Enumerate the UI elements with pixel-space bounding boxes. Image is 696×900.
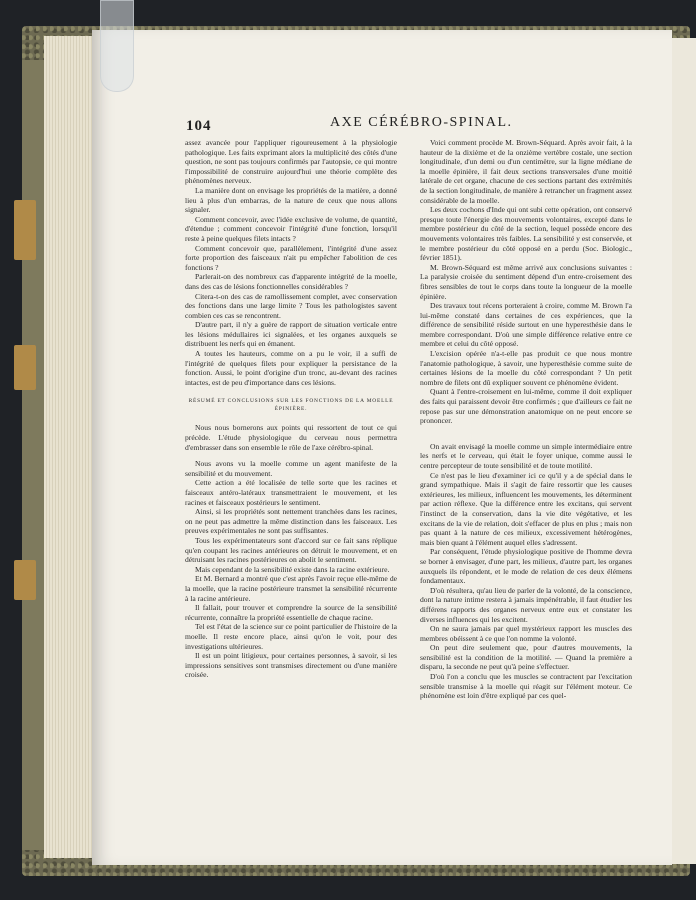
paragraph: Les deux cochons d'Inde qui ont subi cette opération, ont conservé presque toute l'énergie des mouvements volontaires, excepté dans le membre postérieur du côté de la section, lequel possède encore des mouvements volontaires très faibles. La sensibilité y est conservée, et le membre postérieur du côté opposé en a perdu (Soc. Biologic., février 1851). — [420, 205, 632, 263]
left-column — [185, 138, 397, 680]
bookmark-tab — [14, 200, 36, 260]
paragraph: M. Brown-Séquard est même arrivé aux conclusions suivantes : La paralysie croisée du sentiment dépend d'un entre-croisement des fibres sensibles de tout le corps dans toute la longueur de la moelle épinière. — [420, 262, 632, 301]
paragraph: La manière dont on envisage les propriétés de la matière, a donné lieu à plus d'un embarras, de la nature de ceux que nous allons signaler. — [185, 185, 397, 215]
paragraph: On ne saura jamais par quel mystérieux rapport les muscles des membres obéissent à ce que l'on nomme la volonté. — [420, 624, 632, 643]
page-edges — [44, 36, 96, 858]
paragraph: D'où résultera, qu'au lieu de parler de la volonté, de la conscience, dont la nature intime restera à jamais impénétrable, il faut étudier les différens rapports des organes nerveux entre eux et constater les diverses influences qui les excitent. — [420, 585, 632, 624]
paragraph: A toutes les hauteurs, comme on a pu le voir, il a suffi de l'intégrité de quelques filets pour expliquer la persistance de la fonction. Aussi, le point d'origine d'un tronc, au-devant des racines intactes, est de peu d'importance dans ces lésions. — [185, 349, 397, 387]
running-title: AXE CÉRÉBRO-SPINAL. — [330, 115, 513, 130]
paragraph: Ainsi, si les propriétés sont nettement tranchées dans les racines, on ne peut pas admettre la même distinction dans les faisceaux. Les preuves expérimentales ne sont pas suffisantes. — [185, 507, 397, 536]
section-heading: RÉSUMÉ ET CONCLUSIONS SUR LES FONCTIONS DE LA MOELLE ÉPINIÈRE. — [188, 398, 394, 413]
paragraph: Et M. Bernard a montré que c'est après l'avoir reçue elle-même de la moelle, que la racine postérieure transmet la sensibilité récurrente à la racine antérieure. — [185, 574, 397, 603]
facing-page-edge — [672, 38, 696, 864]
paragraph: Quant à l'entre-croisement en lui-même, comme il doit expliquer des faits qui paraissent devoir être confirmés ; que d'ailleurs ce fait ne repose pas sur une démonstration anatomique on ne peut encore se prononcer. — [420, 387, 632, 426]
paragraph: Tous les expérimentateurs sont d'accord sur ce fait sans réplique qu'en coupant les racines antérieures on détruit le mouvement, et en détruisant les racines postérieures on abolit le sentiment. — [185, 535, 397, 565]
paragraph: Comment concevoir que, parallèlement, l'intégrité d'une assez forte proportion des faisceaux n'ait pu empêcher l'abolition de ces fonctions ? — [185, 243, 397, 272]
paragraph: Par conséquent, l'étude physiologique positive de l'homme devra se borner à envisager, d'une part, les milieux, d'autre part, les organes auxquels ils répondent, et le mode de relation de ces deux élémens fondamentaux. — [420, 547, 632, 586]
right-column — [420, 138, 632, 701]
paragraph: On avait envisagé la moelle comme un simple intermédiaire entre les nerfs et le cerveau, qui était le foyer unique, comme aussi le centre percepteur de toute sensibilité et de toute motilité. — [420, 441, 632, 470]
paragraph: D'autre part, il n'y a guère de rapport de situation verticale entre les lésions médullaires ici signalées, et les organes auxquels se distribuent les nerfs qui en émanent. — [185, 320, 397, 349]
paragraph: Cette action a été localisée de telle sorte que les racines et faisceaux antéro-latéraux transmettraient le mouvement, et les racines et faisceaux postérieurs le sentiment. — [185, 478, 397, 507]
paragraph: Il fallait, pour trouver et comprendre la source de la sensibilité récurrente, connaître la propriété essentielle de chaque racine. — [185, 603, 397, 622]
paragraph: L'excision opérée n'a-t-elle pas produit ce que nous montre l'anatomie pathologique, à savoir, une hyperesthésie comme suite de certaines lésions de la moelle du côté correspondant ? Un petit nombre de filets ont dû expliquer souvent ce phénomène évident. — [420, 349, 632, 387]
paragraph: Comment concevoir, avec l'idée exclusive de volume, de quantité, d'étendue ; comment concevoir l'intégrité d'une fonction, lorsqu'il reste à peine quelques filets intacts ? — [185, 214, 397, 243]
paragraph: Voici comment procède M. Brown-Séquard. Après avoir fait, à la hauteur de la dixième et de la onzième vertèbre costale, une section longitudinale, d'un demi ou d'un centimètre, sur la ligne médiane de la moelle épinière, il fait deux sections transversales d'une moitié latérale de cet organe, chacune de ces sections partant des extrémités de la section longitudinale, de manière à retrancher un fragment assez considérable de la moelle. — [420, 138, 632, 205]
paragraph: Nous avons vu la moelle comme un agent manifeste de la sensibilité et du mouvement. — [185, 459, 397, 478]
page-number: 104 — [186, 118, 212, 134]
paragraph: Citera-t-on des cas de ramollissement complet, avec conservation des fonctions dans une large limite ? Tous les pathologistes savent combien ces cas se rencontrent. — [185, 291, 397, 320]
paragraph: Ce n'est pas le lieu d'examiner ici ce qu'il y a de spécial dans le grand sympathique. Mais il s'agit de faire ressortir que les causes extérieures, les milieux, influencent les mouvements, les déterminent par action réflexe. Que la différence entre les excitans, qui servent l'instinct de la conservation, dans la vie dite végétative, et les excitans de la vie de relation, doit s'effacer de plus en plus ; mais non pas quant à la nature de ces milieux, excessivement hétérogènes, mais bien quant à l'élément auquel elles s'adressent. — [420, 470, 632, 547]
paragraph: Nous nous bornerons aux points qui ressortent de tout ce qui précède. L'étude physiologique du cerveau nous permettra d'embrasser dans son ensemble le rôle de l'axe cérébro-spinal. — [185, 423, 397, 452]
paragraph: D'où l'on a conclu que les muscles se contractent par l'excitation sensible transmise à la moelle qui réagit sur l'élément moteur. Ce phénomène est loin d'être expliqué par ces quel- — [420, 672, 632, 701]
paragraph: Parlerait-on des nombreux cas d'apparente intégrité de la moelle, dans des cas de lésions fonctionnelles considérables ? — [185, 272, 397, 291]
page-clip — [100, 0, 134, 92]
paragraph: Il est un point litigieux, pour certaines personnes, à savoir, si les impressions sensitives sont transmises directement ou d'une manière croisée. — [185, 651, 397, 680]
paragraph: On peut dire seulement que, pour d'autres mouvements, la sensibilité est la condition de la motilité. — Quand la première a disparu, la seconde ne peut qu'à peine s'effectuer. — [420, 643, 632, 672]
bookmark-tab — [14, 560, 36, 600]
paragraph: Des travaux tout récens porteraient à croire, comme M. Brown l'a lui-même constaté dans certaines de ces expériences, que la différence de sensibilité réside surtout en une hyperesthésie dans le membre correspondant. D'où une simple différence relative entre ce membre et celui du côté opposé. — [420, 301, 632, 349]
paragraph: Mais cependant de la sensibilité existe dans la racine extérieure. — [195, 564, 390, 574]
bookmark-tab — [14, 345, 36, 390]
paragraph: assez avancée pour l'appliquer rigoureusement à la physiologie pathologique. Les faits exprimant alors la multiplicité des côtés d'une question, ne sont pas toujours confirmés par l'autopsie, ce qui montre l'impossibilité de construire aujourd'hui une théorie complète des phénomènes nerveux. — [185, 138, 397, 186]
paragraph: Tel est l'état de la science sur ce point particulier de l'histoire de la moelle. Il reste encore place, ainsi qu'on le voit, pour des investigations ultérieures. — [185, 622, 397, 651]
